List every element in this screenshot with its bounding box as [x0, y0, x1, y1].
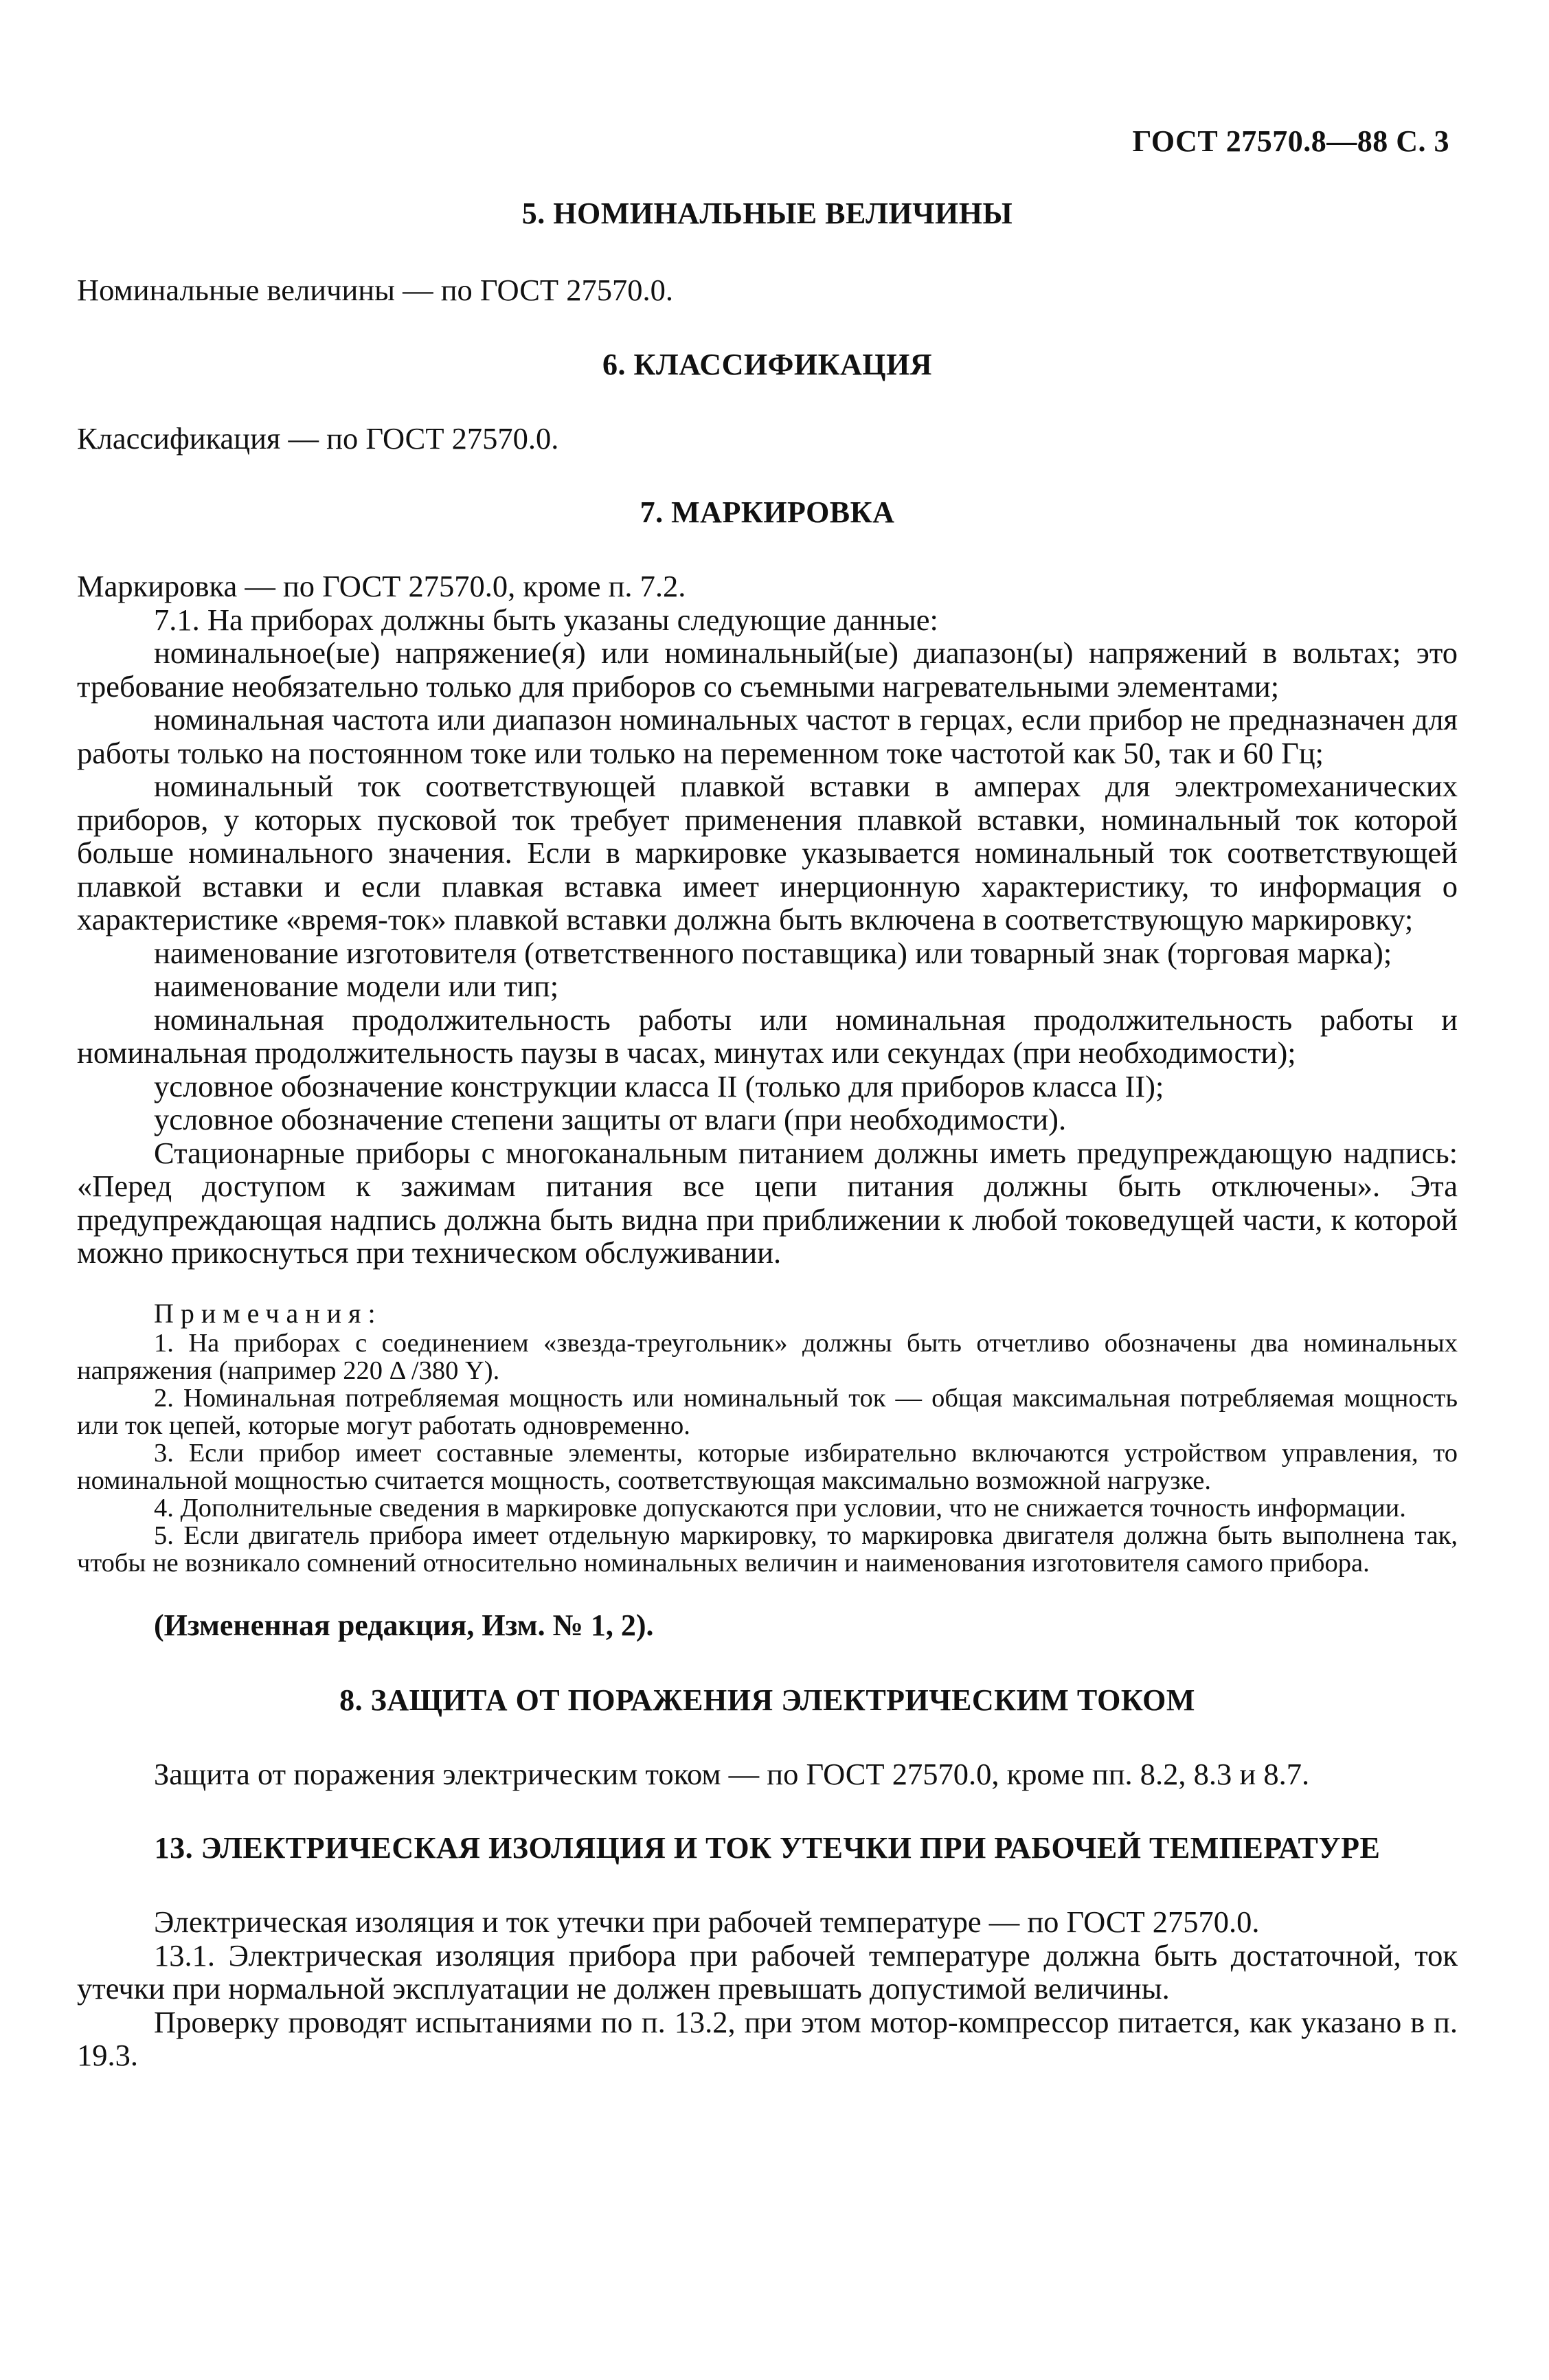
section-5-text: Номинальные величины — по ГОСТ 27570.0. — [77, 273, 673, 307]
marking-item-manufacturer: наименование изготовителя (ответственного поставщика) или товарный знак (торговая марка); — [154, 935, 1392, 970]
section-6-text: Классификация — по ГОСТ 27570.0. — [77, 420, 559, 456]
amendment-note: (Измененная редакция, Изм. № 1, 2). — [154, 1608, 654, 1642]
marking-item-voltage: номинальное(ые) напряжение(я) или номинальный(ые) диапазон(ы) напряжений в вольтах; это требование необязательно только для приборов со съемными нагревательными элементами; — [77, 636, 1458, 704]
warning-paragraph: Стационарные приборы с многоканальным питанием должны иметь предупреждающую надпись: «Перед доступом к зажимам питания все цепи питания должны быть отключены». Эта предупреждающая надпись должна быть видна при приближении к любой токоведущей части, к которой можно прикоснуться при техническом обслуживании. — [77, 1135, 1458, 1270]
marking-item-frequency: номинальная частота или диапазон номинальных частот в герцах, если прибор не предназначен для работы только на постоянном токе или только на переменном токе частотой как 50, так и 60 Гц; — [77, 702, 1458, 770]
section-7-title: 7. МАРКИРОВКА — [640, 495, 895, 529]
section-13-text: Электрическая изоляция и ток утечки при рабочей температуре — по ГОСТ 27570.0. — [154, 1905, 1260, 1939]
marking-item-moisture: условное обозначение степени защиты от влаги (при необходимости). — [154, 1102, 1067, 1136]
clause-13-check: Проверку проводят испытаниями по п. 13.2, при этом мотор-компрессор питается, как указано в п. 19.3. — [77, 2004, 1458, 2072]
section-8-text: Защита от поражения электрическим током — по ГОСТ 27570.0, кроме пп. 8.2, 8.3 и 8.7. — [154, 1756, 1310, 1791]
running-header: ГОСТ 27570.8—88 С. 3 — [1132, 124, 1449, 158]
section-7-intro: Маркировка — по ГОСТ 27570.0, кроме п. 7.2. — [77, 569, 686, 603]
clause-13-1: 13.1. Электрическая изоляция прибора при рабочей температуре должна быть достаточной, ток утечки при нормальной эксплуатации не должен превышать допустимой величины. — [77, 1938, 1458, 2006]
note-3: 3. Если прибор имеет составные элементы, которые избирательно включаются устройством управления, то номинальной мощностью считается мощность, соответствующая максимально возможной нагрузке. — [77, 1438, 1458, 1495]
document-body — [77, 196, 1458, 2072]
note-4: 4. Дополнительные сведения в маркировке допускаются при условии, что не снижается точность информации. — [154, 1493, 1406, 1523]
marking-item-fuse: номинальный ток соответствующей плавкой вставки в амперах для электромеханических приборов, у которых пусковой ток требует применения плавкой вставки, номинальный ток которой больше номинального значения. Если в маркировке указывается номинальный ток соответствующей плавкой вставки и если плавкая вставка имеет инерционную характеристику, то информация о характеристике «время-ток» плавкой вставки должна быть включена в соответствующую маркировку; — [77, 769, 1458, 936]
section-13-title: 13. ЭЛЕКТРИЧЕСКАЯ ИЗОЛЯЦИЯ И ТОК УТЕЧКИ ПРИ РАБОЧЕЙ ТЕМПЕРАТУРЕ — [154, 1831, 1381, 1865]
section-5-title: 5. НОМИНАЛЬНЫЕ ВЕЛИЧИНЫ — [521, 197, 1013, 230]
note-1: 1. На приборах с соединением «звезда-треугольник» должны быть отчетливо обозначены два номинальных напряжения (например 220 Δ /380 Y). — [77, 1328, 1458, 1385]
section-6-title: 6. КЛАССИФИКАЦИЯ — [602, 347, 932, 381]
marking-item-model: наименование модели или тип; — [154, 969, 559, 1003]
note-5: 5. Если двигатель прибора имеет отдельную маркировку, то маркировка двигателя должна быть выполнена так, чтобы не возникало сомнений относительно номинальных величин и наименования изготовителя самого прибора. — [77, 1520, 1458, 1578]
notes-title: Примечания: — [154, 1297, 383, 1329]
note-2: 2. Номинальная потребляемая мощность или номинальный ток — общая максимальная потребляемая мощность или ток цепей, которые могут работать одновременно. — [77, 1383, 1458, 1440]
section-8-title: 8. ЗАЩИТА ОТ ПОРАЖЕНИЯ ЭЛЕКТРИЧЕСКИМ ТОКОМ — [339, 1683, 1195, 1717]
marking-item-duration: номинальная продолжительность работы или номинальная продолжительность работы и номинальная продолжительность паузы в часах, минутах или секундах (при необходимости); — [77, 1002, 1458, 1070]
clause-7-1: 7.1. На приборах должны быть указаны следующие данные: — [154, 602, 938, 637]
marking-item-class-ii: условное обозначение конструкции класса II (только для приборов класса II); — [154, 1068, 1164, 1103]
